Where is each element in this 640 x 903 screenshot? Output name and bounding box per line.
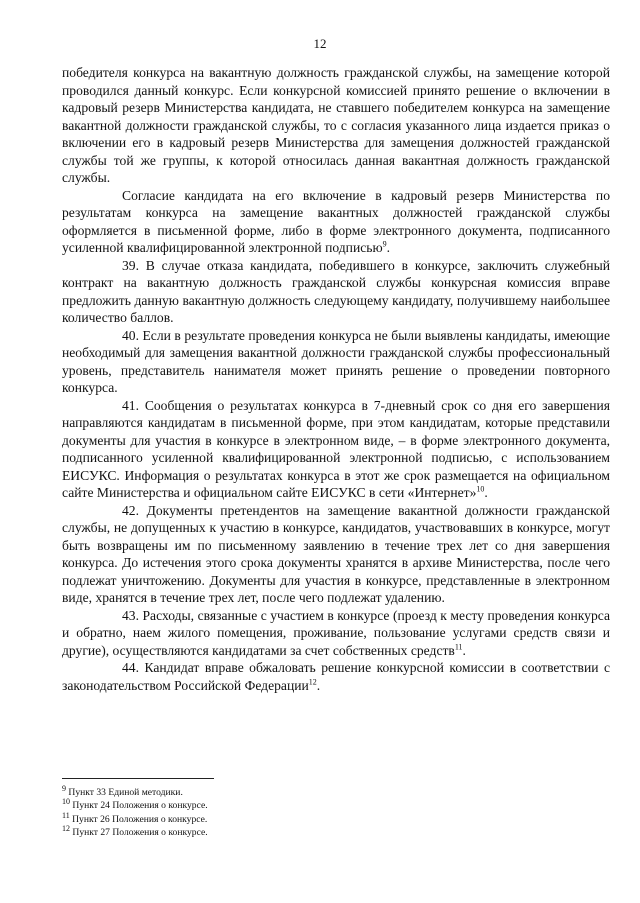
paragraph-text: победителя конкурса на вакантную должность гражданской службы, на замещение которой проводился данный конкурс. Если конкурсной комиссией принято решение о включении в кадровый резерв Министерства кандидата, не ставшего победителем конкурса на замещение вакантной должности гражданской службы, то с согласия указанного лица издается приказ о включении его в кадровый резерв Министерства для замещения должностей гражданской службы той же группы, к которой относилась данная вакантная должность гражданской службы. xyxy=(62,65,610,185)
footnote-ref[interactable]: 9 xyxy=(382,239,387,249)
footnote-ref[interactable]: 11 xyxy=(454,641,463,651)
paragraph-end: . xyxy=(484,485,488,500)
footnotes xyxy=(62,783,610,839)
paragraph-38-consent xyxy=(62,187,610,257)
paragraph-text: 40. Если в результате проведения конкурса не были выявлены кандидаты, имеющие необходимый для замещения вакантной должности гражданской службы профессиональный уровень, представитель нанимателя может принять решение о проведении повторного конкурса. xyxy=(62,327,610,395)
footnote-ref[interactable]: 12 xyxy=(308,676,317,686)
body-text xyxy=(62,64,610,694)
footnote-mark: 12 xyxy=(62,823,70,833)
footnote-text: Пункт 27 Положения о конкурсе. xyxy=(70,826,208,838)
footnote xyxy=(62,823,610,839)
paragraph-44 xyxy=(62,659,610,694)
page-number: 12 xyxy=(313,36,327,51)
paragraph-continuation xyxy=(62,64,610,187)
footnote-mark: 10 xyxy=(62,797,70,807)
paragraph-text: 43. Расходы, связанные с участием в конкурсе (проезд к месту проведения конкурса и обратно, наем жилого помещения, проживание, пользование услугами средств связи и другие), осуществляются кандидатами за счет собственных средств xyxy=(62,607,610,658)
paragraph-end: . xyxy=(316,677,321,693)
paragraph-text: 39. В случае отказа кандидата, победившего в конкурсе, заключить служебный контракт на вакантную должность гражданской службы конкурсная комиссия вправе предложить данную вакантную должность следующему кандидату, получившему наибольшее количество баллов. xyxy=(62,257,610,325)
footnote-mark: 11 xyxy=(62,810,70,820)
footnote-text: Пункт 33 Единой методики. xyxy=(66,787,183,798)
paragraph-39 xyxy=(62,257,610,327)
footnote xyxy=(62,810,610,826)
paragraph-end: . xyxy=(462,642,466,658)
paragraph-43 xyxy=(62,607,610,660)
footnote-ref[interactable]: 10 xyxy=(476,484,485,494)
paragraph-42 xyxy=(62,502,610,607)
paragraph-41 xyxy=(62,397,610,502)
footnote-mark: 9 xyxy=(62,783,66,793)
paragraph-text: 44. Кандидат вправе обжаловать решение конкурсной комиссии в соответствии с законодательством Российской Федерации xyxy=(62,660,610,693)
footnote-divider xyxy=(62,778,214,779)
paragraph-text: 41. Сообщения о результатах конкурса в 7-дневный срок со дня его завершения направляются кандидатам в письменной форме, при этом кандидатам, которые представили документы для участия в конкурсе в электронном виде, – в форме электронного документа, подписанного усиленной квалифицированной электронной подписью, с использованием ЕИСУКС. Информация о результатах конкурса в этот же срок размещается на официальном сайте Министерства и официальном сайте ЕИСУКС в сети «Интернет» xyxy=(62,397,610,500)
footnote xyxy=(62,799,610,812)
paragraph-end: . xyxy=(386,240,391,255)
footnote-text: Пункт 26 Положения о конкурсе. xyxy=(69,813,208,825)
paragraph-text: Согласие кандидата на его включение в кадровый резерв Министерства по результатам конкурса на замещение вакантных должностей гражданской службы оформляется в письменной форме, либо в форме электронного документа, подписанного усиленной квалифицированной электронной подписью xyxy=(62,187,610,255)
footnote xyxy=(62,783,610,799)
paragraph-40 xyxy=(62,327,610,397)
paragraph-text: 42. Документы претендентов на замещение вакантной должности гражданской службы, не допущенных к участию в конкурсе, кандидатов, участвовавших в конкурсе, могут быть возвращены им по письменному заявлению в течение трех лет со дня завершения конкурса. До истечения этого срока документы хранятся в архиве Министерства, после чего подлежат уничтожению. Документы для участия в конкурсе, представленные в электронном виде, хранятся в течение трех лет, после чего подлежат удалению. xyxy=(62,502,610,605)
footnote-text: Пункт 24 Положения о конкурсе. xyxy=(70,800,208,812)
